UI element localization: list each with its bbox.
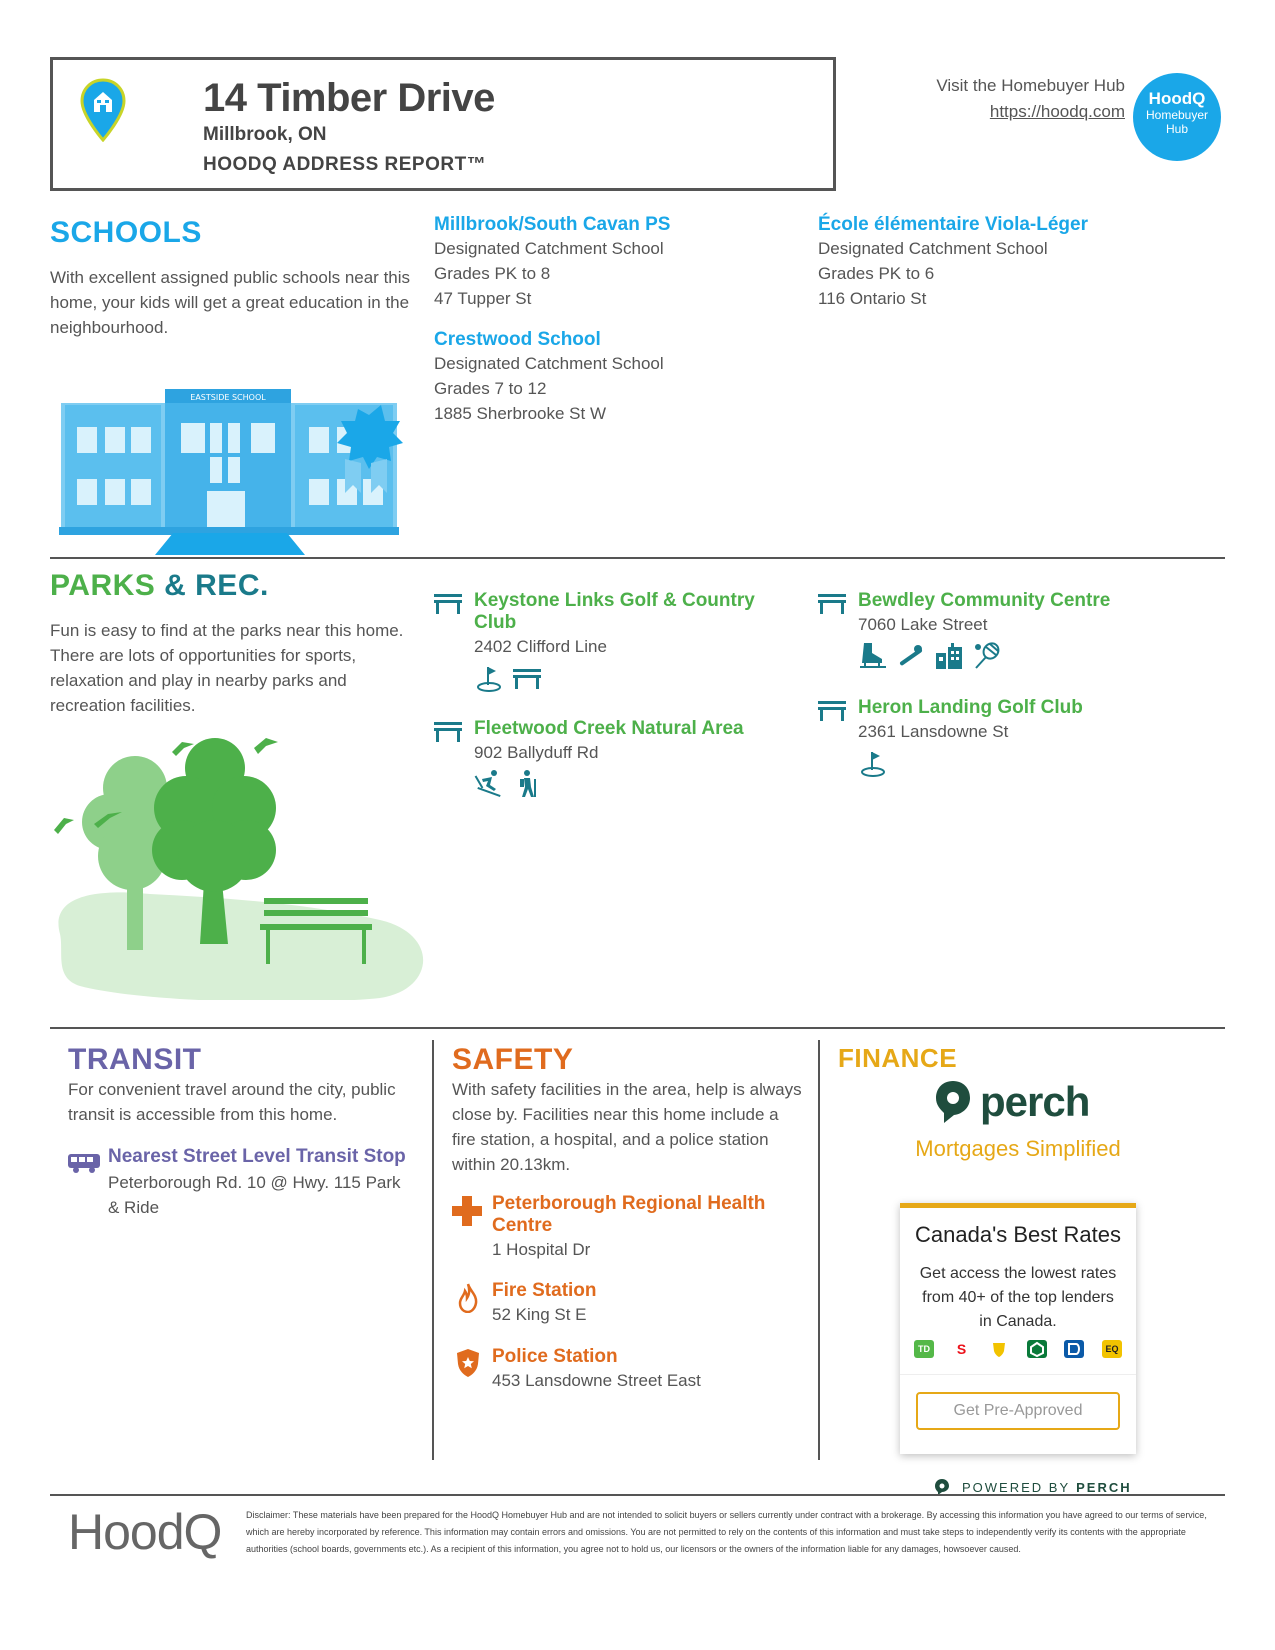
finance-tagline: Mortgages Simplified xyxy=(915,1136,1121,1161)
powered-by-text: POWERED BY xyxy=(962,1479,1071,1495)
park-item xyxy=(858,590,1218,671)
school-item xyxy=(434,214,670,311)
safety-name[interactable]: Peterborough Regional Health Centre xyxy=(492,1193,766,1236)
safety-description: With safety facilities in the area, help is always close by. Facilities near this home include a fire station, a hospital, and a police station within 20.13km. xyxy=(452,1080,802,1174)
hub-visit-text: Visit the Homebuyer Hub xyxy=(936,76,1125,95)
perch-pin-icon xyxy=(934,1079,972,1125)
lender-bmo-icon xyxy=(989,1340,1009,1358)
school-name[interactable]: École élémentaire Viola-Léger xyxy=(818,214,1088,235)
card-text: Get access the lowest rates from 40+ of the top lenders in Canada. xyxy=(919,1265,1117,1330)
school-building-illustration xyxy=(55,375,405,555)
school-address: 47 Tupper St xyxy=(434,289,532,308)
park-bench-icon xyxy=(434,592,462,614)
school-type: Designated Catchment School xyxy=(434,239,664,258)
park-trees-illustration xyxy=(50,738,430,1000)
schools-description: With excellent assigned public schools near this home, your kids will get a great education in the neighbourhood. xyxy=(50,268,411,337)
hub-link[interactable]: https://hoodq.com xyxy=(989,102,1125,121)
section-divider xyxy=(50,557,1225,559)
transit-stop-address: Peterborough Rd. 10 @ Hwy. 115 Park & Ride xyxy=(108,1173,401,1217)
footer-divider xyxy=(50,1494,1225,1496)
park-address: 2402 Clifford Line xyxy=(474,637,607,656)
safety-address: 52 King St E xyxy=(492,1305,587,1324)
badge-line2: Hub xyxy=(1165,122,1188,136)
school-name[interactable]: Millbrook/South Cavan PS xyxy=(434,214,671,235)
lender-desjardins-icon xyxy=(1027,1340,1047,1358)
transit-description: For convenient travel around the city, public transit is accessible from this home. xyxy=(68,1080,396,1124)
get-pre-approved-button[interactable]: Get Pre-Approved xyxy=(916,1392,1120,1430)
safety-heading: SAFETY xyxy=(452,1043,574,1076)
school-address: 116 Ontario St xyxy=(818,289,927,308)
park-name[interactable]: Heron Landing Golf Club xyxy=(858,697,1083,718)
community-centre-icon xyxy=(934,641,964,671)
hub-badge[interactable] xyxy=(1133,73,1221,161)
rates-card xyxy=(900,1203,1136,1454)
lender-scotia-icon: S xyxy=(952,1340,972,1358)
powered-brand: PERCH xyxy=(1076,1479,1132,1495)
schools-heading: SCHOOLS xyxy=(50,216,202,249)
finance-heading: FINANCE xyxy=(838,1043,958,1073)
address-city: Millbrook, ON xyxy=(203,124,327,145)
parks-heading-a: PARKS xyxy=(50,569,156,602)
parks-heading-b: & REC. xyxy=(164,569,269,602)
amenity-icons xyxy=(858,641,1218,671)
lender-td-icon: TD xyxy=(914,1340,934,1358)
card-title: Canada's Best Rates xyxy=(915,1222,1121,1247)
flame-icon xyxy=(458,1283,478,1313)
hoodq-footer-logo: HoodQ xyxy=(68,1504,222,1560)
school-grades: Grades PK to 8 xyxy=(434,264,551,283)
park-address: 2361 Lansdowne St xyxy=(858,722,1009,741)
safety-item xyxy=(492,1346,792,1393)
school-item xyxy=(818,214,1088,311)
lender-national-icon xyxy=(1064,1340,1084,1358)
hospital-cross-icon xyxy=(452,1196,482,1226)
transit-heading: TRANSIT xyxy=(68,1043,202,1076)
baseball-icon xyxy=(896,641,926,671)
transit-stop-item xyxy=(108,1146,408,1220)
badge-line1: Homebuyer xyxy=(1145,108,1209,122)
perch-logo[interactable] xyxy=(934,1078,1089,1126)
park-name[interactable]: Bewdley Community Centre xyxy=(858,590,1111,611)
safety-address: 453 Lansdowne Street East xyxy=(492,1371,701,1390)
school-grades: Grades PK to 6 xyxy=(818,264,935,283)
address-title: 14 Timber Drive xyxy=(203,76,495,120)
police-shield-icon xyxy=(456,1348,480,1378)
park-item xyxy=(474,590,784,693)
park-name[interactable]: Keystone Links Golf & Country Club xyxy=(474,590,755,633)
skiing-icon xyxy=(474,769,504,799)
hiking-icon xyxy=(512,769,542,799)
parks-description: Fun is easy to find at the parks near this home. There are lots of opportunities for sports, relaxation and play in nearby parks and recreation facilities. xyxy=(50,621,404,715)
school-type: Designated Catchment School xyxy=(434,354,664,373)
card-divider xyxy=(900,1374,1136,1375)
badge-brand: HoodQ xyxy=(1148,89,1206,108)
column-divider xyxy=(818,1040,820,1460)
skating-icon xyxy=(858,641,888,671)
bus-icon xyxy=(68,1152,100,1174)
park-address: 902 Ballyduff Rd xyxy=(474,743,599,762)
park-address: 7060 Lake Street xyxy=(858,615,988,634)
disclaimer-text: Disclaimer: These materials have been prepared for the HoodQ Homebuyer Hub and are not intended to solicit buyers or sellers currently under contract with a brokerage. By accessing this information you have agreed to our terms of service, which are hereby incorporated by reference. This information may contain errors and omissions. You are not permitted to rely on the contents of this information and must take steps to independently verify its contents with the appropriate authorities (school boards, governments etc.). As a recipient of this information, you agree not to hold us, our licensors or the owners of the information liable for any damages, howsoever caused. xyxy=(246,1510,1207,1554)
school-grades: Grades 7 to 12 xyxy=(434,379,547,398)
lender-logos xyxy=(914,1340,1122,1358)
transit-stop-title[interactable]: Nearest Street Level Transit Stop xyxy=(108,1146,406,1167)
school-type: Designated Catchment School xyxy=(818,239,1048,258)
section-divider xyxy=(50,1027,1225,1029)
park-name[interactable]: Fleetwood Creek Natural Area xyxy=(474,718,744,739)
school-name[interactable]: Crestwood School xyxy=(434,329,601,350)
illustration-label: EASTSIDE SCHOOL xyxy=(190,393,266,402)
amenity-icons xyxy=(858,748,1218,778)
bench-icon xyxy=(512,663,542,693)
safety-name[interactable]: Fire Station xyxy=(492,1280,597,1301)
safety-item xyxy=(492,1280,792,1327)
golf-icon xyxy=(858,748,888,778)
perch-brand: perch xyxy=(980,1078,1090,1125)
report-label: HOODQ ADDRESS REPORT™ xyxy=(203,154,487,175)
golf-icon xyxy=(474,663,504,693)
tennis-icon xyxy=(972,641,1002,671)
safety-name[interactable]: Police Station xyxy=(492,1346,618,1367)
parks-heading xyxy=(50,569,269,603)
amenity-icons xyxy=(474,769,784,799)
home-pin-icon xyxy=(80,78,126,142)
park-bench-icon xyxy=(434,720,462,742)
park-bench-icon xyxy=(818,699,846,721)
homebuyer-hub-promo xyxy=(936,73,1125,125)
column-divider xyxy=(432,1040,434,1460)
safety-address: 1 Hospital Dr xyxy=(492,1240,591,1259)
school-item xyxy=(434,329,664,426)
park-item xyxy=(858,697,1218,778)
school-address: 1885 Sherbrooke St W xyxy=(434,404,606,423)
park-item xyxy=(474,718,784,799)
amenity-icons xyxy=(474,663,784,693)
lender-eq-icon: EQ xyxy=(1102,1340,1122,1358)
park-bench-icon xyxy=(818,592,846,614)
safety-item xyxy=(492,1193,792,1262)
